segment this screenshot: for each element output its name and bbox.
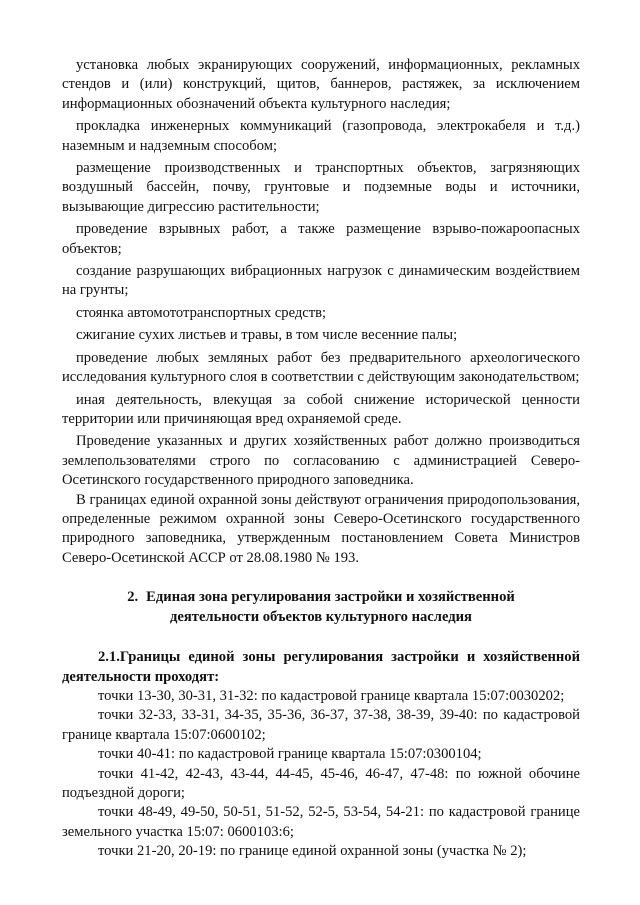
- boundary-point-item: точки 41-42, 42-43, 43-44, 44-45, 45-46, 46-47, 47-48: по южной обочине подъездной дороги;: [62, 765, 580, 801]
- paragraph: проведение любых земляных работ без предварительного археологического исследования культурного слоя в соответствии с действующим законодательством;: [62, 349, 580, 386]
- subsection-heading: 2.1.Границы единой зоны регулирования застройки и хозяйственной деятельности проходят:: [62, 649, 580, 685]
- section-heading: [62, 587, 580, 627]
- paragraph: создание разрушающих вибрационных нагрузок с динамическим воздействием на грунты;: [62, 263, 580, 299]
- boundary-point-item: точки 40-41: по кадастровой границе квартала 15:07:0300104;: [98, 746, 482, 763]
- section-number: 2.: [127, 589, 139, 606]
- boundary-point-item: точки 21-20, 20-19: по границе единой охранной зоны (участка № 2);: [98, 843, 527, 860]
- boundary-point-item: точки 32-33, 33-31, 34-35, 35-36, 36-37, 37-38, 38-39, 39-40: по кадастровой границе квартала 15:07:0600102;: [62, 707, 580, 743]
- paragraph: стоянка автомототранспортных средств;: [76, 304, 327, 321]
- document-page: [62, 56, 580, 862]
- paragraph: В границах единой охранной зоны действуют ограничения природопользования, определенные режимом охранной зоны Северо-Осетинского государственного природного заповедника, утвержденным постановлением Совета Министров Северо-Осетинской АССР от 28.08.1980 № 193.: [62, 491, 580, 566]
- paragraph: прокладка инженерных коммуникаций (газопровода, электрокабеля и т.д.) наземным и надземным способом;: [62, 118, 580, 154]
- section-title-line2: деятельности объектов культурного наследия: [170, 609, 472, 626]
- paragraph: размещение производственных и транспортных объектов, загрязняющих воздушный бассейн, почву, грунтовые и подземные воды и источники, вызывающие дигрессию растительности;: [62, 160, 580, 215]
- paragraph: установка любых экранирующих сооружений, информационных, рекламных стендов и (или) конструкций, щитов, баннеров, растяжек, за исключением информационных обозначений объекта культурного наследия;: [62, 57, 580, 112]
- paragraph: Проведение указанных и других хозяйственных работ должно производиться землепользователями строго по согласованию с администрацией Северо-Осетинского государственного природного заповедника.: [62, 433, 580, 489]
- paragraph: сжигание сухих листьев и травы, в том числе весенние палы;: [76, 327, 458, 344]
- section-title-line1: Единая зона регулирования застройки и хозяйственной: [146, 589, 515, 606]
- boundary-point-item: точки 13-30, 30-31, 31-32: по кадастровой границе квартала 15:07:0030202;: [98, 687, 565, 704]
- paragraph: иная деятельность, влекущая за собой снижение исторической ценности территории или причиняющая вред охраняемой среде.: [62, 391, 580, 427]
- paragraph: проведение взрывных работ, а также размещение взрыво-пожароопасных объектов;: [62, 221, 580, 257]
- boundary-point-item: точки 48-49, 49-50, 50-51, 51-52, 52-5, 53-54, 54-21: по кадастровой границе земельного участка 15:07: 0600103:6;: [62, 804, 580, 840]
